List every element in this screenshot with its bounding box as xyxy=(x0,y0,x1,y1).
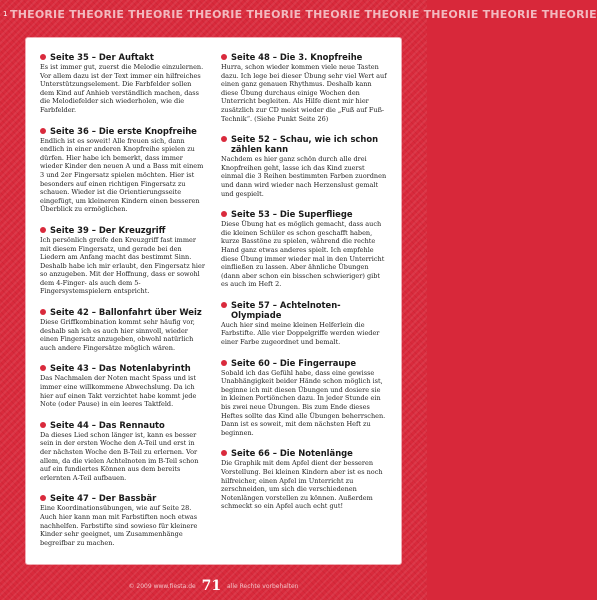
section-body: Hurra, schon wieder kommen viele neue Tasten dazu. Ich lege bei dieser Übung sehr viel Wert auf einen ganz genauen Rhythmus. Deshalb kann diese Übung durchaus einige Wochen den Unterricht begleiten. Als Hilfe dient mir hier zusätzlich zur CD meist wieder die „Fuß auf Fuß-Technik“. (Siehe Punkt Seite 26) xyxy=(221,63,387,123)
bullet-icon xyxy=(40,309,46,315)
section-title xyxy=(40,420,207,430)
section-body: Auch hier sind meine kleinen Helferlein die Farbstifte. Alle vier Doppelgriffe werden wieder einer Farbe zugeordnet und bemalt. xyxy=(221,320,380,347)
section-body: Endlich ist es soweit! Alle freuen sich, dann endlich in einer anderen Knopfreihe spielen zu dürfen. Hier habe ich bemerkt, dass immer wieder Kinder den neuen A und a Bass mit einem 3 und 2er Fingersatz spielen möchten. Hier ist besonders auf einen richtigen Fingersatz zu schauen. Wieder ist die Orientierungsseite eingefügt, um kleineren Kindern einen besseren Überblick zu ermöglichen. xyxy=(40,136,204,214)
section-item xyxy=(221,209,388,289)
section-title xyxy=(221,134,388,154)
section-body: Ich persönlich greife den Kreuzgriff fast immer mit diesem Fingersatz, und gerade bei den Liedern am Anfang macht das bestimmt Sinn. Deshalb habe ich mir erlaubt, den Fingersatz hier so anzugeben. Mit der Hoffnung, dass er sowohl dem 4-Finger- als auch dem 5-Fingersystemspielern entspricht. xyxy=(40,235,205,296)
section-title-text: Seite 60 – Die Fingerraupe xyxy=(231,357,357,368)
section-title xyxy=(40,126,207,136)
section-item xyxy=(40,493,207,547)
bullet-icon xyxy=(221,450,227,456)
section-item xyxy=(40,126,207,214)
bullet-icon xyxy=(221,54,227,60)
bullet-icon xyxy=(40,54,46,60)
section-title xyxy=(40,225,207,235)
section-item xyxy=(221,300,388,347)
section-item xyxy=(40,420,207,483)
header-band-text: THEORIE THEORIE THEORIE THEORIE THEORIE THEORIE THEORIE THEORIE THEORIE THEORIE xyxy=(10,8,597,21)
section-body: Eine Koordinationsübungen, wie auf Seite 28. Auch hier kann man mit Farbstiften noch etwas nachhelfen. Farbstifte sind sowieso für kleinere Kinder sehr geeignet, um Zusammenhänge begreifbar zu machen. xyxy=(40,504,198,547)
section-title xyxy=(221,300,388,320)
header-band xyxy=(0,8,597,24)
section-body: Sobald ich das Gefühl habe, dass eine gewisse Unabhängigkeit beider Hände schon möglich ist, beginne ich mit diesen Übungen und dosiere sie in kleinen Portiönchen dazu. In jeder Stunde ein bis zwei neue Übungen. Bis zum Ende dieses Heftes sollte das Kind alle Übungen beherrschen. Dann ist es soweit, mit dem nächsten Heft zu beginnen. xyxy=(221,368,386,437)
section-item xyxy=(40,52,207,115)
section-item xyxy=(40,225,207,296)
footer-page-number: 71 xyxy=(201,578,222,594)
left-column xyxy=(40,52,207,556)
section-title-text: Seite 48 – Die 3. Knopfreihe xyxy=(231,52,363,62)
section-title-text: Seite 47 – Der Bassbär xyxy=(50,493,157,504)
section-body: Das Nachmalen der Noten macht Spass und ist immer eine willkommene Abwechslung. Da ich hier auf einen Takt verzichtet habe kommt jede Note (oder Pause) in ein leeres Taktfeld. xyxy=(40,374,197,409)
section-title xyxy=(40,307,207,317)
bullet-icon xyxy=(40,422,46,428)
section-title xyxy=(40,363,207,373)
section-title xyxy=(40,493,207,503)
section-title-text: Seite 42 – Ballonfahrt über Weiz xyxy=(50,307,202,318)
section-title-text: Seite 57 – Achtelnoten-Olympiade xyxy=(231,299,341,320)
section-title xyxy=(221,209,388,219)
section-title-text: Seite 53 – Die Superfliege xyxy=(231,209,353,220)
bullet-icon xyxy=(221,302,227,308)
section-title xyxy=(40,52,207,62)
section-title-text: Seite 39 – Der Kreuzgriff xyxy=(50,224,166,235)
section-title-text: Seite 36 – Die erste Knopfreihe xyxy=(50,125,197,136)
bullet-icon xyxy=(40,128,46,134)
section-item xyxy=(221,134,388,198)
section-body: Es ist immer gut, zuerst die Melodie einzulernen. Vor allem dazu ist der Text immer ein hilfreiches Unterstützungselement. Die Farbfelder sollen dem Kind auf Anhieb verständlich machen, dass die Melodiefelder sich wiederholen, wie die Farbfelder. xyxy=(40,63,204,114)
section-title xyxy=(221,52,388,62)
section-title-text: Seite 43 – Das Notenlabyrinth xyxy=(50,363,191,374)
footer xyxy=(0,578,427,594)
section-item xyxy=(40,363,207,408)
header-page-number: 1 xyxy=(3,10,8,18)
section-body: Da dieses Lied schon länger ist, kann es besser sein in der ersten Woche den A-Teil und erst in der nächsten Woche den B-Teil zu erlernen. Vor allem, da die vielen Achtelnoten im B-Teil schon auf ein fundiertes Können aus dem bereits erlernten A-Teil aufbauen. xyxy=(40,430,199,482)
section-item xyxy=(221,448,388,511)
section-body: Diese Übung hat es möglich gemacht, dass auch die kleinen Schüler es schon geschafft haben, kurze Basstöne zu spielen, während die rechte Hand ganz etwas anderes spielt. Ich empfehle diese Übung immer wieder mal in den Unterricht einfließen zu lassen. Aber ähnliche Übungen (dann aber schon ein bisschen schwieriger) gibt es auch im Heft 2. xyxy=(221,220,385,289)
bullet-icon xyxy=(221,136,227,142)
right-column xyxy=(221,52,388,556)
section-title-text: Seite 52 – Schau, wie ich schon zählen kann xyxy=(231,134,379,155)
section-item xyxy=(221,358,388,438)
section-title-text: Seite 35 – Der Auftakt xyxy=(50,52,154,62)
bullet-icon xyxy=(221,211,227,217)
bullet-icon xyxy=(221,360,227,366)
section-body: Nachdem es hier ganz schön durch alle drei Knopfreihen geht, lasse ich das Kind zuerst einmal die 3 Reihen bestimmten Farben zuordnen und dann wird wieder nach Herzenslust gemalt und gespielt. xyxy=(221,155,387,198)
section-title-text: Seite 66 – Die Notenlänge xyxy=(231,448,353,459)
footer-copyright: © 2009 www.fiesta.de xyxy=(128,583,196,590)
bullet-icon xyxy=(40,495,46,501)
bullet-icon xyxy=(40,227,46,233)
content-card xyxy=(26,38,401,564)
section-item xyxy=(40,307,207,352)
section-item xyxy=(221,52,388,123)
section-title-text: Seite 44 – Das Rennauto xyxy=(50,419,165,430)
section-body: Diese Griffkombination kommt sehr häufig vor, deshalb sah ich es auch hier sinnvoll, wieder einen Fingersatz anzugeben, obwohl natürlich auch andere Fingersätze möglich wären. xyxy=(40,318,195,352)
section-body: Die Graphik mit dem Apfel dient der besseren Vorstellung. Bei kleinen Kindern aber ist es noch hilfreicher, einen Apfel im Unterricht zu zerschneiden, um sich die verschiedenen Notenlängen vorstellen zu können. Außerdem schmeckt so ein Apfel auch echt gut! xyxy=(221,459,383,511)
section-title xyxy=(221,358,388,368)
section-title xyxy=(221,448,388,458)
bullet-icon xyxy=(40,365,46,371)
footer-rights: alle Rechte vorbehalten xyxy=(227,583,299,590)
